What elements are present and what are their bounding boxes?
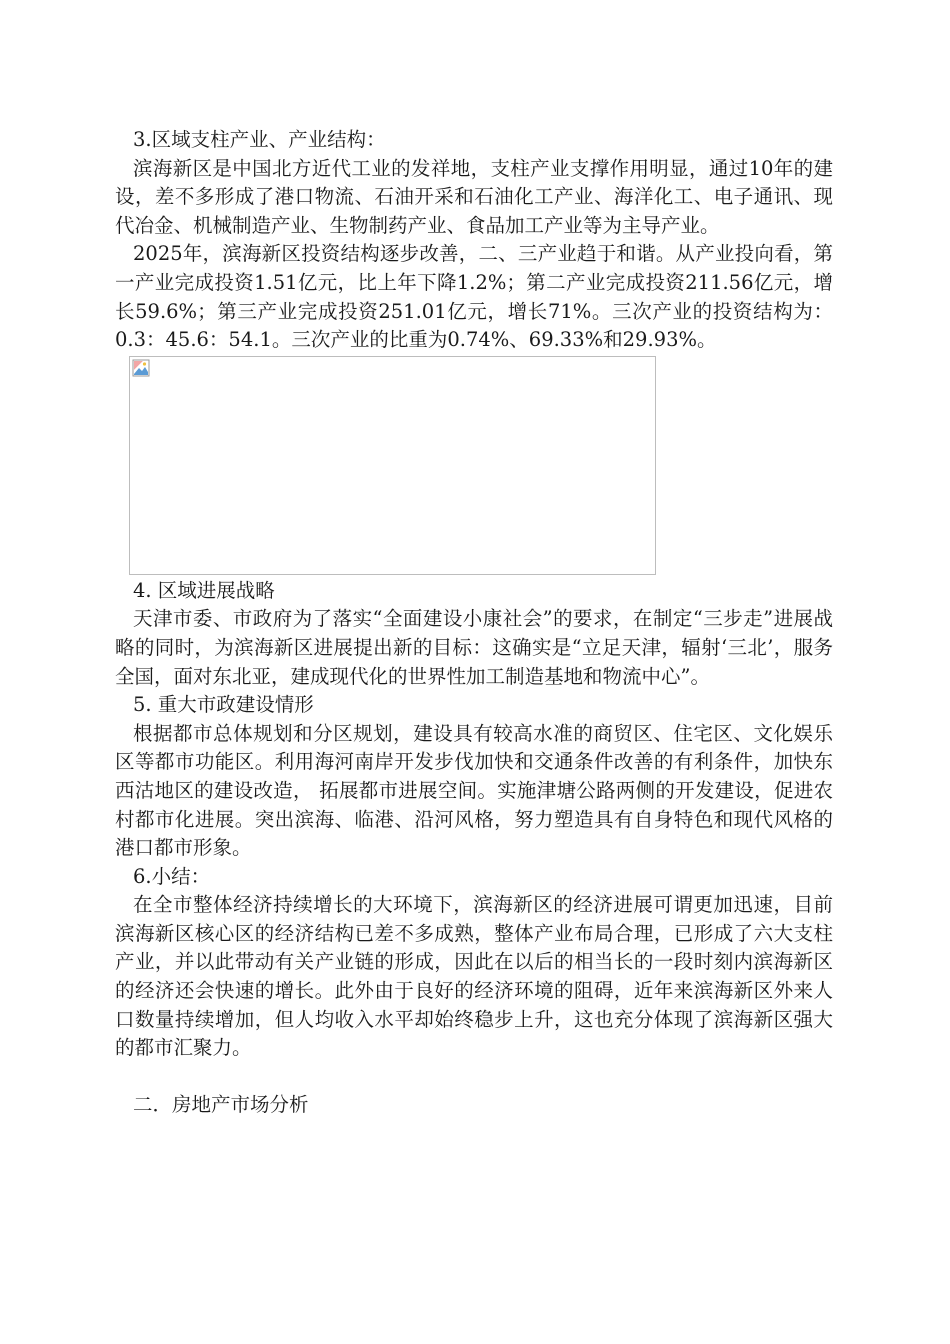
- section-3-paragraph-2: 2025年，滨海新区投资结构逐步改善，二、三产业趋于和谐。从产业投向看，第一产业完成投资1.51亿元，比上年下降1.2%；第二产业完成投资211.56亿元，增长59.6%；第三产业完成投资251.01亿元，增长71%。三次产业的投资结构为：0.3：45.6：54.1。三次产业的比重为0.74%、69.33%和29.93%。: [115, 242, 833, 352]
- section-two-title: 二．房地产市场分析: [133, 1092, 309, 1116]
- document-page: [115, 126, 833, 1119]
- section-3-heading: 3.区域支柱产业、产业结构：: [133, 128, 386, 151]
- section-4-heading: 4. 区域进展战略: [133, 578, 275, 602]
- section-5-paragraph-1: 根据都市总体规划和分区规划，建设具有较高水准的商贸区、住宅区、文化娱乐区等都市功能区。利用海河南岸开发步伐加快和交通条件改善的有利条件，加快东西沽地区的建设改造， 拓展都市进展空间。实施津塘公路两侧的开发建设，促进农村都市化进展。突出滨海、临港、沿河风格，努力塑造具有自身特色和现代风格的港口都市形象。: [115, 721, 833, 860]
- section-4-paragraph-1: 天津市委、市政府为了落实“全面建设小康社会”的要求，在制定“三步走”进展战略的同时，为滨海新区进展提出新的目标：这确实是“立足天津，辐射‘三北’，服务全国，面对东北亚，建成现代化的世界性加工制造基地和物流中心”。: [115, 607, 833, 688]
- section-6-paragraph-1: 在全市整体经济持续增长的大环境下，滨海新区的经济进展可谓更加迅速，目前滨海新区核心区的经济结构已差不多成熟，整体产业布局合理，已形成了六大支柱产业，并以此带动有关产业链的形成，因此在以后的相当长的一段时刻内滨海新区的经济还会快速的增长。此外由于良好的经济环境的阻碍，近年来滨海新区外来人口数量持续增加，但人均收入水平却始终稳步上升，这也充分体现了滨海新区强大的都市汇聚力。: [115, 893, 833, 1060]
- section-6-heading: 6.小结：: [133, 864, 211, 888]
- broken-image-icon: [132, 359, 150, 377]
- paragraph-spacer: [115, 1063, 833, 1091]
- section-5-heading: 5. 重大市政建设情形: [133, 693, 314, 717]
- section-3-paragraph-1: 滨海新区是中国北方近代工业的发祥地，支柱产业支撑作用明显，通过10年的建设，差不多形成了港口物流、石油开采和石油化工产业、海洋化工、电子通讯、现代冶金、机械制造产业、生物制药产业、食品加工产业等为主导产业。: [115, 156, 833, 237]
- broken-image-placeholder: [129, 356, 656, 575]
